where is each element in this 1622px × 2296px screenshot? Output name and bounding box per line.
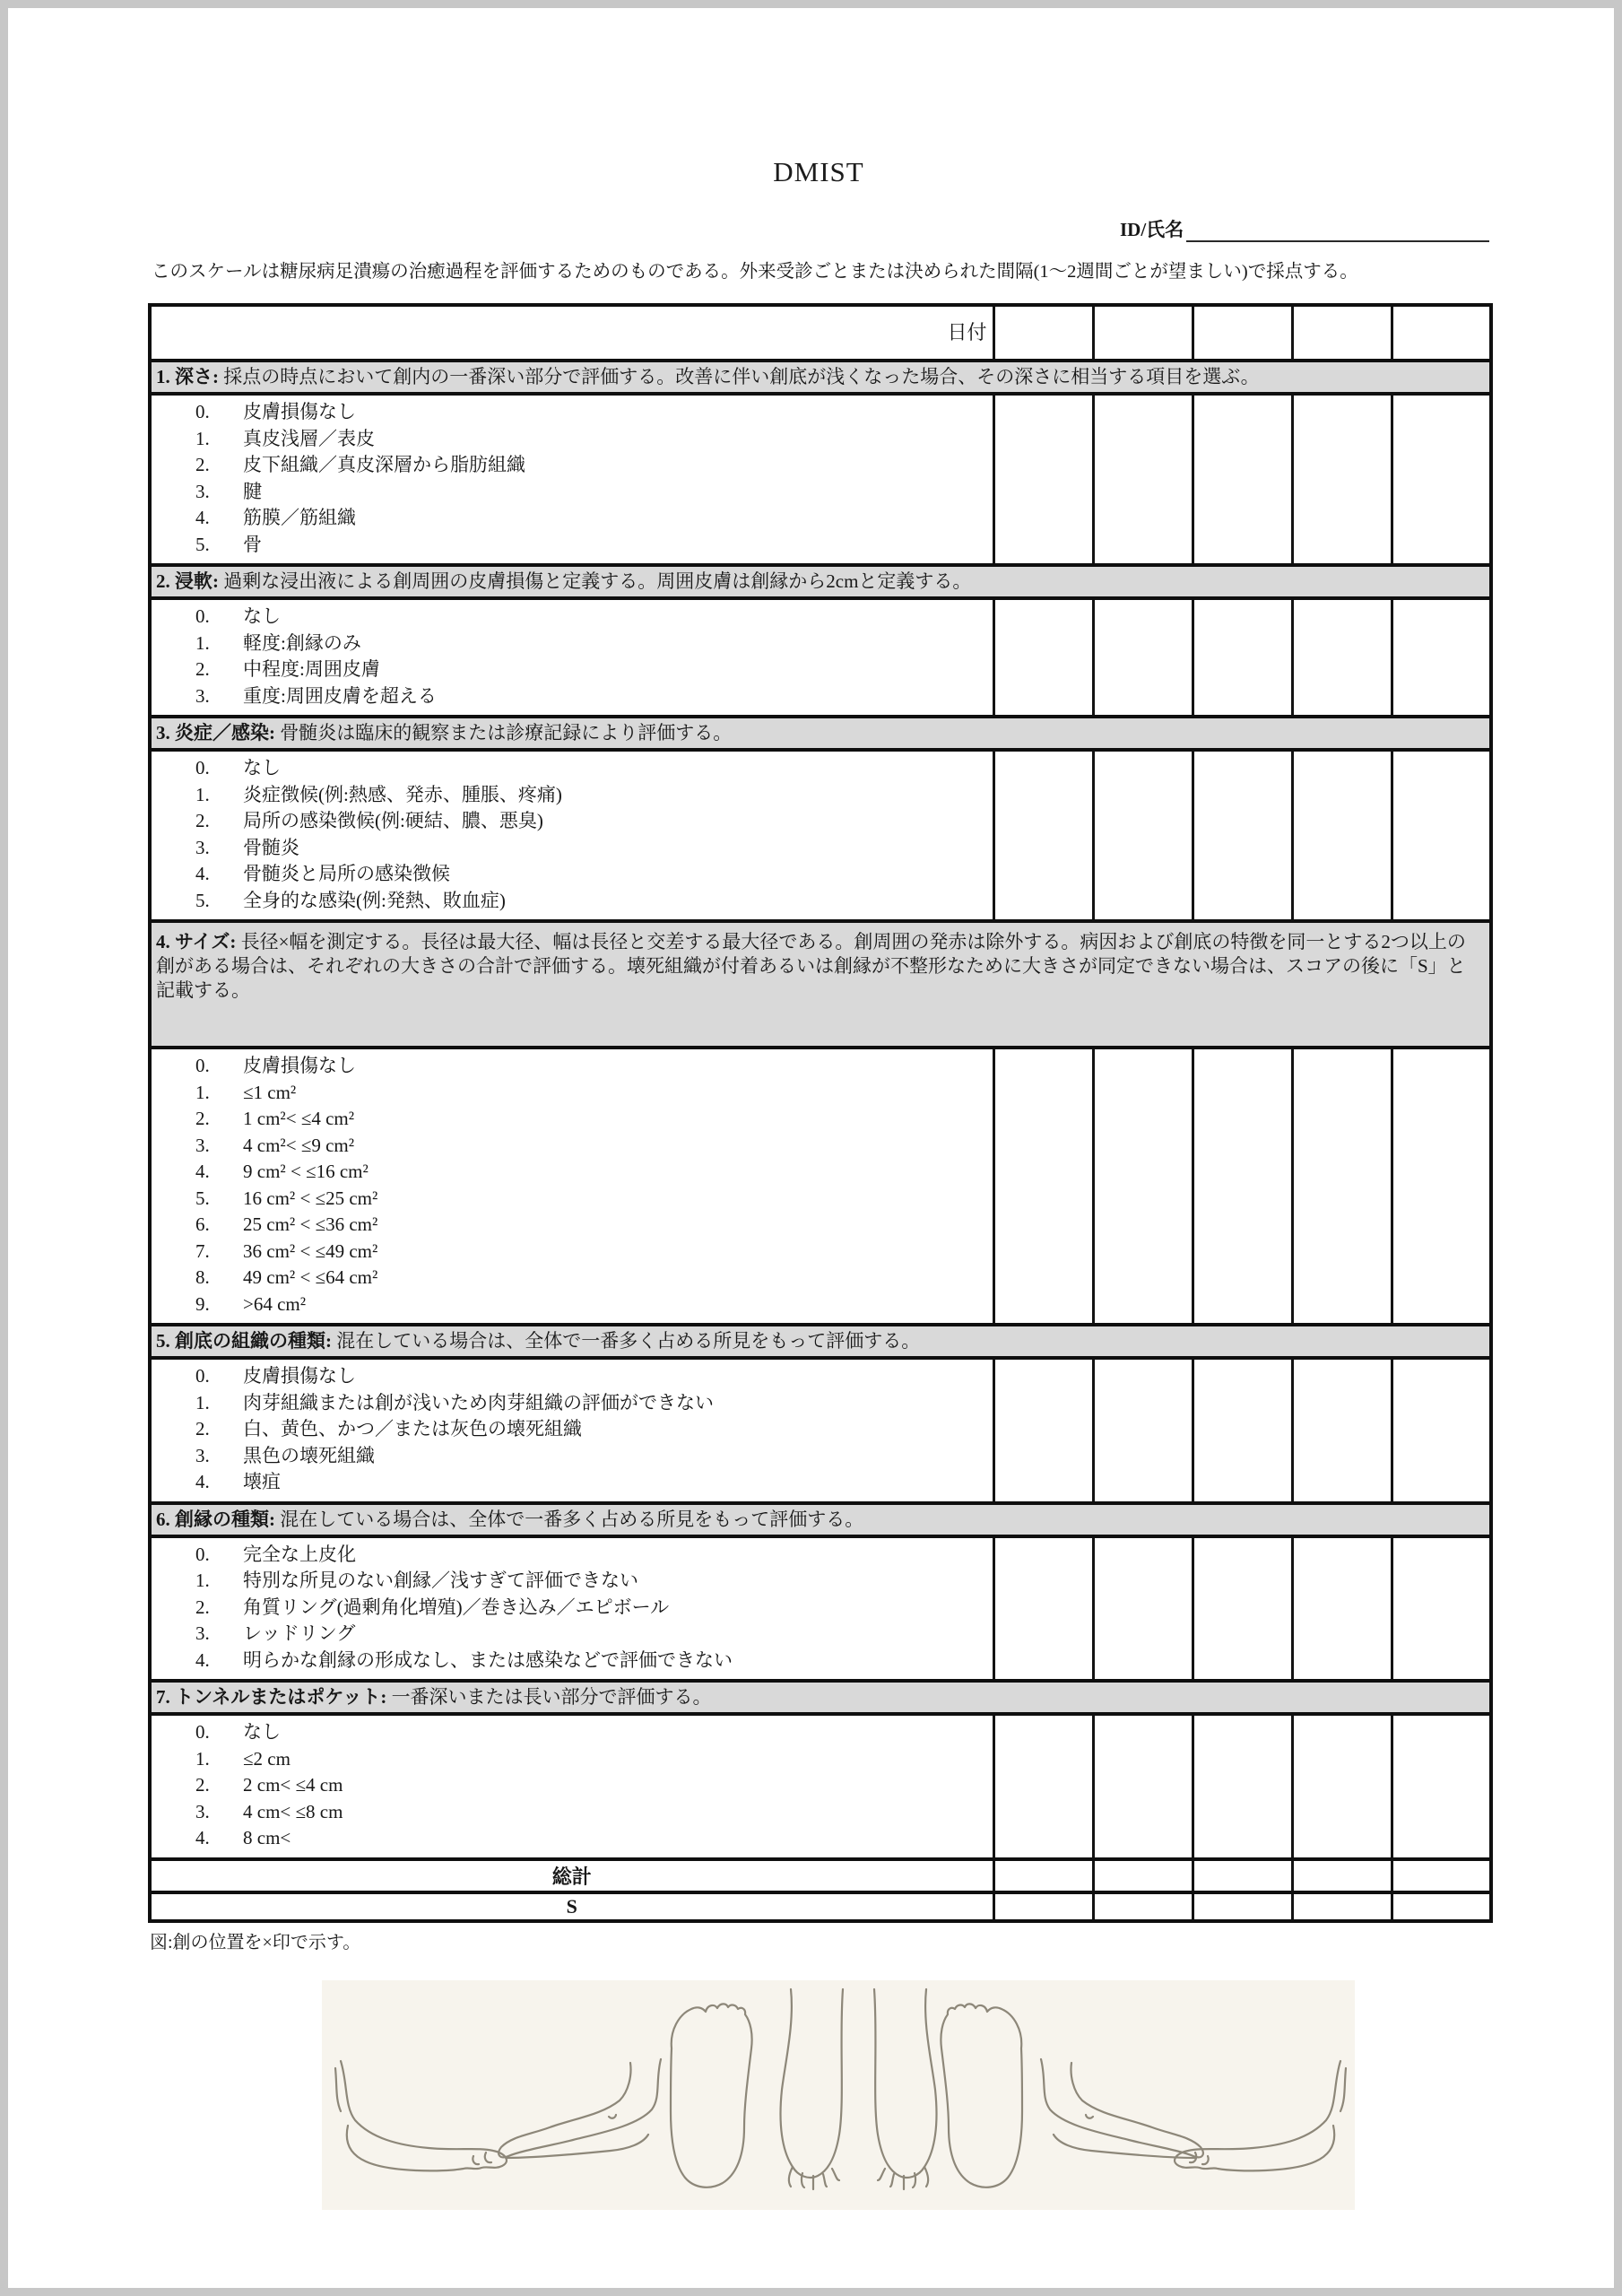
option-score: 1. [195, 427, 210, 449]
option-label: 8 cm< [243, 1827, 291, 1848]
option-row [152, 1568, 993, 1595]
score-cell[interactable] [1093, 1536, 1193, 1682]
foot-side-left-inner [499, 2059, 661, 2158]
score-cell[interactable] [993, 1536, 1093, 1682]
option-score: 3. [195, 1622, 210, 1644]
score-cell[interactable] [1392, 394, 1491, 565]
section-options [150, 1358, 993, 1503]
section-header [150, 921, 1491, 1048]
option-score: 4. [195, 863, 210, 884]
option-row [152, 835, 993, 862]
option-score: 2. [195, 1596, 210, 1618]
option-label: 骨髄炎と局所の感染徴候 [243, 863, 450, 884]
option-row [152, 479, 993, 506]
score-cell[interactable] [1093, 1714, 1193, 1859]
option-label: 肉芽組織または創が浅いため肉芽組織の評価ができない [243, 1391, 714, 1413]
score-cell[interactable] [1292, 750, 1392, 921]
score-cell[interactable] [1193, 1048, 1292, 1325]
section-title: 4. サイズ: [156, 931, 241, 952]
s-label: S [150, 1892, 993, 1921]
section-title: 1. 深さ: [156, 366, 224, 387]
section-options [150, 394, 993, 565]
option-score: 4. [195, 1648, 210, 1671]
option-score: 2. [195, 454, 210, 475]
option-row [152, 1799, 993, 1826]
option-row [152, 1186, 993, 1213]
option-row [152, 631, 993, 657]
score-cell[interactable] [1292, 1892, 1392, 1921]
score-cell[interactable] [1093, 598, 1193, 717]
option-label: 9 cm² < ≤16 cm² [243, 1161, 369, 1182]
date-label: 日付 [150, 305, 993, 361]
id-name-field[interactable] [1186, 217, 1489, 242]
option-row [152, 1106, 993, 1133]
option-label: 全身的な感染(例:発熱、敗血症) [243, 889, 506, 911]
option-label: 真皮浅層／表皮 [243, 427, 375, 449]
option-score: 6. [195, 1213, 210, 1235]
option-row [152, 1825, 993, 1852]
option-label: レッドリング [243, 1622, 356, 1644]
option-label: 25 cm² < ≤36 cm² [243, 1213, 378, 1235]
option-row [152, 1080, 993, 1107]
option-score: 0. [195, 757, 210, 778]
option-label: 特別な所見のない創縁／浅すぎて評価できない [243, 1570, 638, 1591]
score-cell[interactable] [993, 1892, 1093, 1921]
section-description: 過剰な浸出液による創周囲の皮膚損傷と定義する。周囲皮膚は創縁から2cmと定義する。 [223, 570, 972, 592]
score-cell[interactable] [1093, 1048, 1193, 1325]
score-cell[interactable] [1193, 598, 1292, 717]
option-label: 49 cm² < ≤64 cm² [243, 1266, 378, 1288]
score-cell[interactable] [1093, 750, 1193, 921]
score-cell[interactable] [1292, 394, 1392, 565]
date-cell[interactable] [1292, 305, 1392, 361]
section-title: 6. 創縁の種類: [156, 1508, 281, 1530]
option-score: 2. [195, 810, 210, 831]
option-score: 0. [195, 401, 210, 422]
score-cell[interactable] [1193, 394, 1292, 565]
option-label: 4 cm< ≤8 cm [243, 1800, 343, 1822]
score-cell[interactable] [1093, 1859, 1193, 1892]
option-label: 皮膚損傷なし [243, 1365, 356, 1387]
option-row [152, 1772, 993, 1799]
option-row [152, 861, 993, 888]
page-title: DMIST [773, 156, 864, 187]
score-cell[interactable] [1392, 1714, 1491, 1859]
section-title: 2. 浸軟: [156, 570, 224, 592]
score-cell[interactable] [1292, 1536, 1392, 1682]
score-cell[interactable] [993, 750, 1093, 921]
section-header [150, 717, 1491, 750]
section-body-row [150, 1536, 1491, 1682]
score-cell[interactable] [1292, 1048, 1392, 1325]
option-row [152, 888, 993, 915]
score-cell[interactable] [993, 394, 1093, 565]
option-label: 皮膚損傷なし [243, 401, 356, 422]
section-options [150, 750, 993, 921]
section-title: 3. 炎症／感染: [156, 722, 281, 744]
option-row [152, 1265, 993, 1292]
option-row [152, 1746, 993, 1773]
option-label: 皮膚損傷なし [243, 1055, 356, 1076]
option-score: 3. [195, 480, 210, 502]
section-header [150, 1325, 1491, 1358]
option-score: 3. [195, 1800, 210, 1822]
option-row [152, 452, 993, 479]
feet-illustration [322, 1980, 1355, 2210]
score-cell[interactable] [1392, 1358, 1491, 1503]
score-cell[interactable] [993, 598, 1093, 717]
section-header-row [150, 1325, 1491, 1358]
score-cell[interactable] [1392, 1892, 1491, 1921]
option-score: 1. [195, 631, 210, 654]
section-options [150, 1536, 993, 1682]
score-cell[interactable] [993, 1048, 1093, 1325]
option-row [152, 1133, 993, 1160]
option-label: 炎症徴候(例:熱感、発赤、腫脹、疼痛) [243, 783, 562, 805]
option-score: 0. [195, 605, 210, 627]
option-row [152, 782, 993, 809]
option-label: >64 cm² [243, 1292, 307, 1315]
section-body-row [150, 1714, 1491, 1859]
option-label: ≤1 cm² [243, 1081, 297, 1103]
option-score: 0. [195, 1721, 210, 1743]
option-score: 5. [195, 533, 210, 555]
option-score: 1. [195, 1570, 210, 1591]
section-body-row [150, 394, 1491, 565]
option-score: 9. [195, 1292, 210, 1315]
section-header [150, 1503, 1491, 1536]
score-cell[interactable] [1193, 750, 1292, 921]
foot-side-left-outer [335, 2061, 507, 2170]
option-score: 2. [195, 1774, 210, 1796]
option-score: 4. [195, 1161, 210, 1182]
foot-dorsal-right [874, 1989, 937, 2189]
option-label: 白、黄色、かつ／または灰色の壊死組織 [243, 1418, 582, 1439]
section-header [150, 565, 1491, 598]
score-cell[interactable] [1193, 1536, 1292, 1682]
option-score: 4. [195, 507, 210, 528]
option-row [152, 1363, 993, 1390]
score-cell[interactable] [1193, 1859, 1292, 1892]
option-label: 4 cm²< ≤9 cm² [243, 1134, 355, 1156]
dmist-score-table [148, 303, 1493, 1923]
option-score: 4. [195, 1471, 210, 1492]
option-label: 腱 [243, 480, 262, 502]
option-score: 1. [195, 1081, 210, 1103]
option-row [152, 1443, 993, 1470]
score-cell[interactable] [1193, 1892, 1292, 1921]
date-cell[interactable] [1193, 305, 1292, 361]
option-score: 0. [195, 1055, 210, 1076]
option-label: 骨髄炎 [243, 836, 299, 858]
section-header-row [150, 717, 1491, 750]
option-label: 重度:周囲皮膚を超える [243, 684, 437, 707]
section-options [150, 1048, 993, 1325]
option-label: ≤2 cm [243, 1747, 291, 1770]
date-cell[interactable] [993, 305, 1093, 361]
figure-caption: 図:創の位置を×印で示す。 [150, 1932, 361, 1952]
option-row [152, 1469, 993, 1496]
option-row [152, 1719, 993, 1746]
option-label: 筋膜／筋組織 [243, 507, 356, 528]
option-score: 4. [195, 1827, 210, 1848]
section-description: 長径×幅を測定する。長径は最大径、幅は長径と交差する最大径である。創周囲の発赤は除外する。病因および創底の特徴を同一とする2つ以上の創がある場合は、それぞれの大きさの合計で評価する。壊死組織が付着あるいは創縁が不整形なために大きさが同定できない場合は、スコアの後に「S」と記載する。 [156, 931, 1466, 1001]
option-label: 明らかな創縁の形成なし、または感染などで評価できない [243, 1648, 733, 1671]
score-cell[interactable] [993, 1859, 1093, 1892]
option-row [152, 604, 993, 631]
option-label: 完全な上皮化 [243, 1543, 356, 1565]
section-header-row [150, 1681, 1491, 1714]
option-row [152, 1621, 993, 1648]
section-title: 7. トンネルまたはポケット: [156, 1686, 392, 1708]
score-cell[interactable] [1093, 394, 1193, 565]
option-row [152, 1648, 993, 1674]
option-score: 5. [195, 1187, 210, 1209]
option-label: 16 cm² < ≤25 cm² [243, 1187, 378, 1209]
option-score: 5. [195, 889, 210, 911]
option-score: 3. [195, 1134, 210, 1156]
s-row [150, 1892, 1491, 1921]
section-description: 採点の時点において創内の一番深い部分で評価する。改善に伴い創底が浅くなった場合、その深さに相当する項目を選ぶ。 [223, 366, 1260, 387]
option-score: 0. [195, 1365, 210, 1387]
option-row [152, 755, 993, 782]
option-row [152, 1595, 993, 1622]
date-row [150, 305, 1491, 361]
option-label: 局所の感染徴候(例:硬結、膿、悪臭) [243, 810, 543, 831]
option-label: 軽度:創縁のみ [243, 631, 361, 654]
option-label: 皮下組織／真皮深層から脂肪組織 [243, 454, 525, 475]
score-cell[interactable] [1193, 1714, 1292, 1859]
foot-diagram [322, 1980, 1355, 2210]
option-label: 骨 [243, 533, 262, 555]
option-row [152, 1292, 993, 1318]
section-header [150, 361, 1491, 394]
section-title: 5. 創底の組織の種類: [156, 1330, 337, 1352]
option-label: なし [243, 757, 281, 778]
section-description: 混在している場合は、全体で一番多く占める所見をもって評価する。 [280, 1508, 864, 1530]
foot-side-right-inner [1041, 2059, 1203, 2158]
option-score: 1. [195, 1747, 210, 1770]
section-header [150, 1681, 1491, 1714]
option-label: 1 cm²< ≤4 cm² [243, 1108, 355, 1129]
option-label: 黒色の壊死組織 [243, 1444, 375, 1466]
score-cell[interactable] [1093, 1892, 1193, 1921]
option-score: 2. [195, 1418, 210, 1439]
option-label: 角質リング(過剰角化増殖)／巻き込み／エピボール [243, 1596, 670, 1618]
intro-text: このスケールは糖尿病足潰瘍の治癒過程を評価するためのものである。外来受診ごとまたは決められた間隔(1～2週間ごとが望ましい)で採点する。 [152, 262, 1358, 282]
option-label: 中程度:周囲皮膚 [243, 658, 380, 680]
option-row [152, 657, 993, 683]
date-cell[interactable] [1093, 305, 1193, 361]
option-row [152, 505, 993, 532]
section-description: 骨髄炎は臨床的観察または診療記録により評価する。 [280, 722, 733, 744]
option-row [152, 1053, 993, 1080]
section-options [150, 598, 993, 717]
score-cell[interactable] [1392, 750, 1491, 921]
section-options [150, 1714, 993, 1859]
option-row [152, 426, 993, 453]
option-row [152, 683, 993, 710]
score-cell[interactable] [993, 1714, 1093, 1859]
score-cell[interactable] [1292, 1358, 1392, 1503]
option-score: 2. [195, 658, 210, 680]
option-score: 2. [195, 1108, 210, 1129]
option-score: 3. [195, 684, 210, 707]
option-score: 8. [195, 1266, 210, 1288]
score-cell[interactable] [1392, 1048, 1491, 1325]
section-header-row [150, 565, 1491, 598]
option-row [152, 1416, 993, 1443]
section-description: 一番深いまたは長い部分で評価する。 [391, 1686, 712, 1708]
foot-dorsal-left [781, 1989, 844, 2189]
score-cell[interactable] [1292, 1859, 1392, 1892]
score-cell[interactable] [1292, 1714, 1392, 1859]
score-cell[interactable] [1193, 1358, 1292, 1503]
score-cell[interactable] [1392, 1859, 1491, 1892]
option-row [152, 399, 993, 426]
option-label: なし [243, 605, 281, 627]
id-name-row [1120, 215, 1489, 242]
total-label: 総計 [150, 1859, 993, 1892]
option-score: 7. [195, 1239, 210, 1262]
score-cell[interactable] [1392, 1536, 1491, 1682]
option-label: 2 cm< ≤4 cm [243, 1774, 343, 1796]
option-row [152, 532, 993, 559]
section-body-row [150, 750, 1491, 921]
option-label: なし [243, 1721, 281, 1743]
section-body-row [150, 1358, 1491, 1503]
foot-sole-right [941, 2004, 1022, 2187]
section-header-row [150, 1503, 1491, 1536]
option-row [152, 1542, 993, 1569]
section-body-row [150, 598, 1491, 717]
option-score: 1. [195, 1391, 210, 1413]
main-content [148, 303, 1489, 2210]
option-score: 3. [195, 836, 210, 858]
section-header-row [150, 921, 1491, 1048]
total-row [150, 1859, 1491, 1892]
date-cell[interactable] [1392, 305, 1491, 361]
score-cell[interactable] [1292, 598, 1392, 717]
option-label: 壊疽 [243, 1471, 281, 1492]
id-name-label: ID/氏名 [1120, 219, 1184, 240]
option-row [152, 1390, 993, 1417]
score-cell[interactable] [1392, 598, 1491, 717]
section-body-row [150, 1048, 1491, 1325]
option-label: 36 cm² < ≤49 cm² [243, 1239, 378, 1262]
option-score: 0. [195, 1543, 210, 1565]
foot-side-right-outer [1175, 2061, 1346, 2170]
section-description: 混在している場合は、全体で一番多く占める所見をもって評価する。 [336, 1330, 921, 1352]
option-row [152, 1212, 993, 1239]
score-cell[interactable] [993, 1358, 1093, 1503]
option-row [152, 808, 993, 835]
section-header-row [150, 361, 1491, 394]
option-row [152, 1159, 993, 1186]
foot-sole-left [671, 2004, 752, 2187]
option-row [152, 1239, 993, 1265]
option-score: 3. [195, 1444, 210, 1466]
score-cell[interactable] [1093, 1358, 1193, 1503]
option-score: 1. [195, 783, 210, 805]
